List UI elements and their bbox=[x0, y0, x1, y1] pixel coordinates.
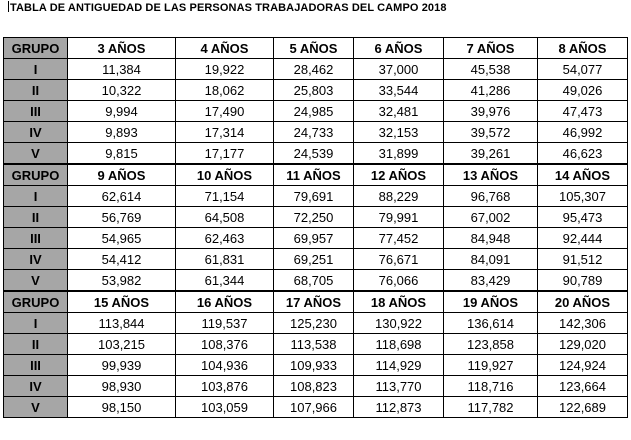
table-row bbox=[4, 397, 628, 418]
group-label-cell: IV bbox=[4, 122, 68, 143]
amount-cell: 103,215 bbox=[68, 334, 176, 355]
table-row bbox=[4, 270, 628, 292]
amount-cell: 28,462 bbox=[274, 59, 354, 80]
amount-cell: 19,922 bbox=[176, 59, 274, 80]
group-label-cell: II bbox=[4, 80, 68, 101]
table-row bbox=[4, 355, 628, 376]
amount-cell: 69,251 bbox=[274, 249, 354, 270]
amount-cell: 9,815 bbox=[68, 143, 176, 165]
amount-cell: 103,059 bbox=[176, 397, 274, 418]
amount-cell: 88,229 bbox=[354, 186, 444, 207]
years-column-header: 12 AÑOS bbox=[354, 164, 444, 186]
years-column-header: 16 AÑOS bbox=[176, 291, 274, 313]
document-title-text: TABLA DE ANTIGUEDAD DE LAS PERSONAS TRABAJADORAS DEL CAMPO 2018 bbox=[10, 2, 447, 14]
group-label-cell: I bbox=[4, 59, 68, 80]
table-row bbox=[4, 376, 628, 397]
amount-cell: 24,539 bbox=[274, 143, 354, 165]
years-column-header: 14 AÑOS bbox=[538, 164, 628, 186]
amount-cell: 18,062 bbox=[176, 80, 274, 101]
amount-cell: 54,077 bbox=[538, 59, 628, 80]
years-column-header: 4 AÑOS bbox=[176, 38, 274, 59]
amount-cell: 62,614 bbox=[68, 186, 176, 207]
amount-cell: 90,789 bbox=[538, 270, 628, 292]
amount-cell: 61,831 bbox=[176, 249, 274, 270]
amount-cell: 64,508 bbox=[176, 207, 274, 228]
years-column-header: 13 AÑOS bbox=[444, 164, 538, 186]
amount-cell: 17,314 bbox=[176, 122, 274, 143]
amount-cell: 125,230 bbox=[274, 313, 354, 334]
amount-cell: 25,803 bbox=[274, 80, 354, 101]
amount-cell: 56,769 bbox=[68, 207, 176, 228]
group-label-cell: III bbox=[4, 101, 68, 122]
amount-cell: 10,322 bbox=[68, 80, 176, 101]
amount-cell: 98,150 bbox=[68, 397, 176, 418]
amount-cell: 79,691 bbox=[274, 186, 354, 207]
table-row bbox=[4, 143, 628, 165]
years-column-header: 7 AÑOS bbox=[444, 38, 538, 59]
amount-cell: 108,823 bbox=[274, 376, 354, 397]
amount-cell: 37,000 bbox=[354, 59, 444, 80]
amount-cell: 49,026 bbox=[538, 80, 628, 101]
amount-cell: 123,664 bbox=[538, 376, 628, 397]
amount-cell: 46,992 bbox=[538, 122, 628, 143]
group-label-cell: III bbox=[4, 228, 68, 249]
years-column-header: 17 AÑOS bbox=[274, 291, 354, 313]
amount-cell: 54,412 bbox=[68, 249, 176, 270]
amount-cell: 68,705 bbox=[274, 270, 354, 292]
amount-cell: 119,537 bbox=[176, 313, 274, 334]
seniority-table-body bbox=[4, 38, 628, 418]
years-column-header: 18 AÑOS bbox=[354, 291, 444, 313]
group-label-cell: V bbox=[4, 143, 68, 165]
amount-cell: 98,930 bbox=[68, 376, 176, 397]
amount-cell: 61,344 bbox=[176, 270, 274, 292]
amount-cell: 71,154 bbox=[176, 186, 274, 207]
amount-cell: 9,994 bbox=[68, 101, 176, 122]
group-column-header: GRUPO bbox=[4, 291, 68, 313]
amount-cell: 129,020 bbox=[538, 334, 628, 355]
amount-cell: 84,948 bbox=[444, 228, 538, 249]
amount-cell: 39,261 bbox=[444, 143, 538, 165]
group-label-cell: V bbox=[4, 270, 68, 292]
years-column-header: 9 AÑOS bbox=[68, 164, 176, 186]
amount-cell: 112,873 bbox=[354, 397, 444, 418]
text-cursor bbox=[8, 1, 9, 12]
table-row bbox=[4, 228, 628, 249]
amount-cell: 76,066 bbox=[354, 270, 444, 292]
amount-cell: 114,929 bbox=[354, 355, 444, 376]
amount-cell: 107,966 bbox=[274, 397, 354, 418]
table-row bbox=[4, 80, 628, 101]
amount-cell: 53,982 bbox=[68, 270, 176, 292]
seniority-table bbox=[3, 37, 628, 418]
amount-cell: 17,490 bbox=[176, 101, 274, 122]
amount-cell: 76,671 bbox=[354, 249, 444, 270]
amount-cell: 96,768 bbox=[444, 186, 538, 207]
amount-cell: 113,770 bbox=[354, 376, 444, 397]
amount-cell: 95,473 bbox=[538, 207, 628, 228]
amount-cell: 122,689 bbox=[538, 397, 628, 418]
amount-cell: 32,481 bbox=[354, 101, 444, 122]
group-label-cell: III bbox=[4, 355, 68, 376]
amount-cell: 118,716 bbox=[444, 376, 538, 397]
amount-cell: 104,936 bbox=[176, 355, 274, 376]
years-column-header: 19 AÑOS bbox=[444, 291, 538, 313]
group-label-cell: IV bbox=[4, 249, 68, 270]
table-row bbox=[4, 59, 628, 80]
years-column-header: 20 AÑOS bbox=[538, 291, 628, 313]
amount-cell: 45,538 bbox=[444, 59, 538, 80]
amount-cell: 31,899 bbox=[354, 143, 444, 165]
amount-cell: 17,177 bbox=[176, 143, 274, 165]
table-row bbox=[4, 186, 628, 207]
amount-cell: 33,544 bbox=[354, 80, 444, 101]
group-label-cell: I bbox=[4, 186, 68, 207]
years-column-header: 11 AÑOS bbox=[274, 164, 354, 186]
group-column-header: GRUPO bbox=[4, 38, 68, 59]
amount-cell: 24,733 bbox=[274, 122, 354, 143]
amount-cell: 91,512 bbox=[538, 249, 628, 270]
table-row bbox=[4, 207, 628, 228]
years-column-header: 8 AÑOS bbox=[538, 38, 628, 59]
amount-cell: 9,893 bbox=[68, 122, 176, 143]
amount-cell: 84,091 bbox=[444, 249, 538, 270]
amount-cell: 47,473 bbox=[538, 101, 628, 122]
amount-cell: 11,384 bbox=[68, 59, 176, 80]
amount-cell: 46,623 bbox=[538, 143, 628, 165]
amount-cell: 109,933 bbox=[274, 355, 354, 376]
table-row bbox=[4, 313, 628, 334]
amount-cell: 136,614 bbox=[444, 313, 538, 334]
group-label-cell: II bbox=[4, 207, 68, 228]
amount-cell: 99,939 bbox=[68, 355, 176, 376]
amount-cell: 72,250 bbox=[274, 207, 354, 228]
amount-cell: 130,922 bbox=[354, 313, 444, 334]
amount-cell: 54,965 bbox=[68, 228, 176, 249]
table-header-row bbox=[4, 38, 628, 59]
amount-cell: 62,463 bbox=[176, 228, 274, 249]
table-header-row bbox=[4, 291, 628, 313]
amount-cell: 39,572 bbox=[444, 122, 538, 143]
amount-cell: 69,957 bbox=[274, 228, 354, 249]
amount-cell: 117,782 bbox=[444, 397, 538, 418]
document-title bbox=[8, 1, 447, 14]
amount-cell: 41,286 bbox=[444, 80, 538, 101]
group-label-cell: IV bbox=[4, 376, 68, 397]
amount-cell: 92,444 bbox=[538, 228, 628, 249]
amount-cell: 123,858 bbox=[444, 334, 538, 355]
years-column-header: 6 AÑOS bbox=[354, 38, 444, 59]
table-row bbox=[4, 122, 628, 143]
years-column-header: 3 AÑOS bbox=[68, 38, 176, 59]
amount-cell: 142,306 bbox=[538, 313, 628, 334]
table-row bbox=[4, 249, 628, 270]
amount-cell: 83,429 bbox=[444, 270, 538, 292]
group-label-cell: I bbox=[4, 313, 68, 334]
amount-cell: 105,307 bbox=[538, 186, 628, 207]
amount-cell: 24,985 bbox=[274, 101, 354, 122]
years-column-header: 10 AÑOS bbox=[176, 164, 274, 186]
table-row bbox=[4, 101, 628, 122]
table-header-row bbox=[4, 164, 628, 186]
amount-cell: 113,538 bbox=[274, 334, 354, 355]
group-label-cell: V bbox=[4, 397, 68, 418]
amount-cell: 108,376 bbox=[176, 334, 274, 355]
amount-cell: 124,924 bbox=[538, 355, 628, 376]
amount-cell: 79,991 bbox=[354, 207, 444, 228]
table-row bbox=[4, 334, 628, 355]
amount-cell: 103,876 bbox=[176, 376, 274, 397]
amount-cell: 119,927 bbox=[444, 355, 538, 376]
amount-cell: 77,452 bbox=[354, 228, 444, 249]
years-column-header: 5 AÑOS bbox=[274, 38, 354, 59]
amount-cell: 113,844 bbox=[68, 313, 176, 334]
years-column-header: 15 AÑOS bbox=[68, 291, 176, 313]
group-column-header: GRUPO bbox=[4, 164, 68, 186]
amount-cell: 118,698 bbox=[354, 334, 444, 355]
group-label-cell: II bbox=[4, 334, 68, 355]
amount-cell: 39,976 bbox=[444, 101, 538, 122]
amount-cell: 67,002 bbox=[444, 207, 538, 228]
amount-cell: 32,153 bbox=[354, 122, 444, 143]
